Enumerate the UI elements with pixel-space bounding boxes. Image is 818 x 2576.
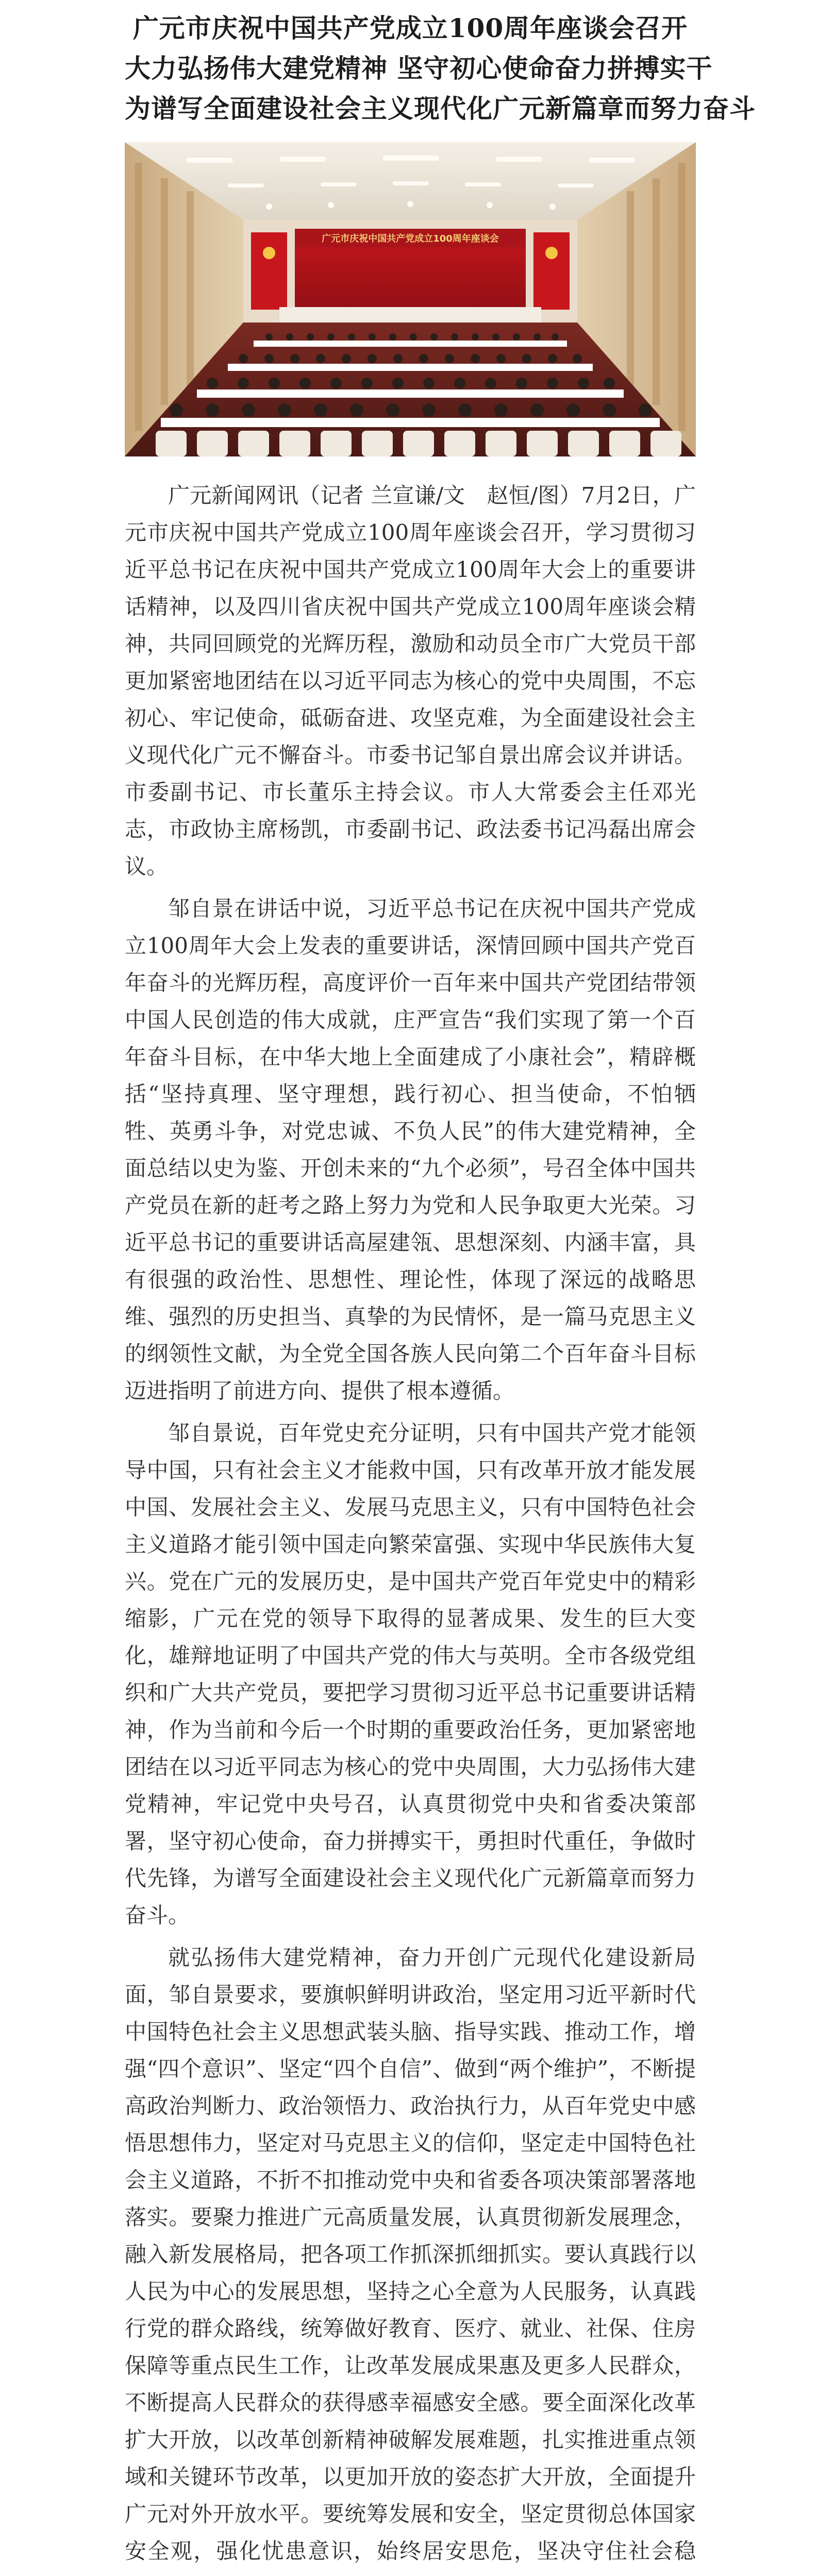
paragraph-4: 就弘扬伟大建党精神，奋力开创广元现代化建设新局面，邹自景要求，要旗帜鲜明讲政治，坚定用习近平新时代中国特色社会主义思想武装头脑、指导实践、推动工作，增强“四个意识”、坚定“四个自信”、做到“两个维护”，不断提高政治判断力、政治领悟力、政治执行力，从百年党史中感悟思想伟力，坚定对马克思主义的信仰，坚定走中国特色社会主义道路，不折不扣推动党中央和省委各项决策部署落地落实。要聚力推进广元高质量发展，认真贯彻新发展理念，融入新发展格局，把各项工作抓深抓细抓实。要认真践行以人民为中心的发展思想，坚持之心全意为人民服务，认真践行党的群众路线，统筹做好教育、医疗、就业、社保、住房保障等重点民生工作，让改革发展成果惠及更多人民群众，不断提高人民群众的获得感幸福感安全感。要全面深化改革扩大开放，以改革创新精神破解发展难题，扎实推进重点领域和关键环节改革，以更加开放的姿态扩大开放，全面提升广元对外开放水平。要统筹发展和安全，坚定贯彻总体国家安全观，强化忧患意识，始终居安思危，坚决守住社会稳 [125,1945,696,2564]
meeting-hall-image [125,142,696,456]
paragraph-3: 邹自景说，百年党史充分证明，只有中国共产党才能领导中国，只有社会主义才能救中国，只有改革开放才能发展中国、发展社会主义、发展马克思主义，只有中国特色社会主义道路才能引领中国走向繁荣富强、实现中华民族伟大复兴。党在广元的发展历史，是中国共产党百年党史中的精彩缩影，广元在党的领导下取得的显著成果、发生的巨大变化，雄辩地证明了中国共产党的伟大与英明。全市各级党组织和广大共产党员，要把学习贯彻习近平总书记重要讲话精神，作为当前和今后一个时期的重要政治任务，更加紧密地团结在以习近平同志为核心的党中央周围，大力弘扬伟大建党精神，牢记党中央号召，认真贯彻党中央和省委决策部署，坚守初心使命，奋力拼搏实干，勇担时代重任，争做时代先锋，为谱写全面建设社会主义现代化广元新篇章而努力奋斗。 [125,1420,696,1928]
paragraph-1: 广元新闻网讯（记者 兰宣谦/文 赵恒/图）7月2日，广元市庆祝中国共产党成立100周年座谈会召开，学习贯彻习近平总书记在庆祝中国共产党成立100周年大会上的重要讲话精神，以及四川省庆祝中国共产党成立100周年座谈会精神，共同回顾党的光辉历程，激励和动员全市广大党员干部更加紧密地团结在以习近平同志为核心的党中央周围，不忘初心、牢记使命，砥砺奋进、攻坚克难，为全面建设社会主义现代化广元不懈奋斗。市委书记邹自景出席会议并讲话。市委副书记、市长董乐主持会议。市人大常委会主任邓光志，市政协主席杨凯，市委副书记、政法委书记冯磊出席会议。 [125,483,696,879]
headline-line-1: 广元市庆祝中国共产党成立100周年座谈会召开 [132,13,688,43]
headline-line-2: 大力弘扬伟大建党精神 坚守初心使命奋力拼搏实干 [125,53,713,83]
meeting-photo [125,142,696,456]
article [125,0,756,2576]
paragraph-2: 邹自景在讲话中说，习近平总书记在庆祝中国共产党成立100周年大会上发表的重要讲话，深情回顾中国共产党百年奋斗的光辉历程，高度评价一百年来中国共产党团结带领中国人民创造的伟大成就，庄严宣告“我们实现了第一个百年奋斗目标，在中华大地上全面建成了小康社会”，精辟概括“坚持真理、坚守理想，践行初心、担当使命，不怕牺牲、英勇斗争，对党忠诚、不负人民”的伟大建党精神，全面总结以史为鉴、开创未来的“九个必须”，号召全体中国共产党员在新的赶考之路上努力为党和人民争取更大光荣。习近平总书记的重要讲话高屋建瓴、思想深刻、内涵丰富，具有很强的政治性、思想性、理论性，体现了深远的战略思维、强烈的历史担当、真挚的为民情怀，是一篇马克思主义的纲领性文献，为全党全国各族人民向第二个百年奋斗目标迈进指明了前进方向、提供了根本遵循。 [125,896,696,1403]
headline-line-3: 为谱写全面建设社会主义现代化广元新篇章而努力奋斗 [125,93,756,124]
article-body [125,477,696,2576]
banner-text: 广元市庆祝中国共产党成立100周年座谈会 [322,233,499,244]
